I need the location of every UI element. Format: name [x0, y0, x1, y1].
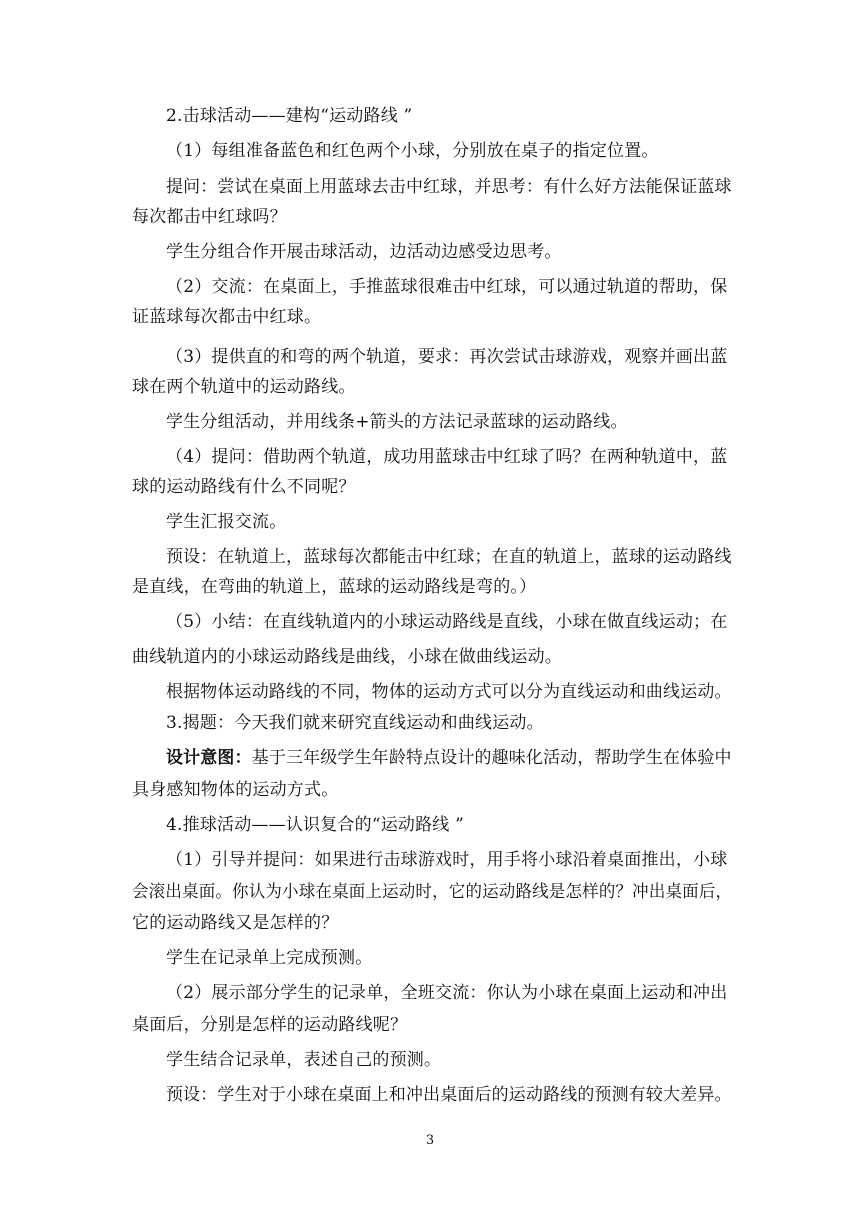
text-line: （5）小结：在直线轨道内的小球运动路线是直线，小球在做直线运动；在: [166, 612, 728, 632]
text-line: 学生在记录单上完成预测。: [166, 948, 373, 968]
text-line: 学生汇报交流。: [166, 512, 287, 532]
page-number: 3: [425, 1133, 435, 1148]
text-line: 是直线，在弯曲的轨道上，蓝球的运动路线是弯的。）: [132, 577, 537, 597]
design-intent-line: [166, 746, 732, 770]
text-line: 每次都击中红球吗？: [132, 207, 287, 227]
text-line: 桌面后，分别是怎样的运动路线呢？: [132, 1015, 408, 1035]
text-line: 证蓝球每次都击中红球。: [132, 307, 322, 327]
design-intent-label: 设计意图：: [166, 748, 252, 768]
text-line: 具身感知物体的运动方式。: [132, 780, 339, 800]
text-line: （4）提问：借助两个轨道，成功用蓝球击中红球了吗？在两种轨道中，蓝: [166, 447, 728, 467]
text-line: 它的运动路线又是怎样的？: [132, 913, 339, 933]
text-line: 2.击球活动——建构“运动路线 ”: [166, 106, 413, 126]
design-intent-text: 基于三年级学生年龄特点设计的趣味化活动，帮助学生在体验中: [251, 748, 732, 768]
text-line: （1）引导并提问：如果进行击球游戏时，用手将小球沿着桌面推出，小球: [166, 850, 728, 870]
text-line: 预设：学生对于小球在桌面上和冲出桌面后的运动路线的预测有较大差异。: [166, 1085, 732, 1105]
text-line: 会滚出桌面。你认为小球在桌面上运动时，它的运动路线是怎样的？冲出桌面后，: [132, 882, 733, 902]
text-line: 球在两个轨道中的运动路线。: [132, 377, 356, 397]
text-line: （2）交流：在桌面上，手推蓝球很难击中红球，可以通过轨道的帮助，保: [166, 277, 728, 297]
text-line: 学生分组活动，并用线条+箭头的方法记录蓝球的运动路线。: [166, 412, 628, 432]
text-line: 根据物体运动路线的不同，物体的运动方式可以分为直线运动和曲线运动。: [166, 682, 732, 702]
text-line: 3.揭题：今天我们就来研究直线运动和曲线运动。: [166, 713, 544, 733]
text-line: （2）展示部分学生的记录单，全班交流：你认为小球在桌面上运动和冲出: [166, 983, 728, 1003]
text-line: 提问：尝试在桌面上用蓝球去击中红球，并思考：有什么好方法能保证蓝球: [166, 177, 732, 197]
text-line: 4.推球活动——认识复合的“运动路线 ”: [166, 815, 465, 835]
text-line: 学生结合记录单，表述自己的预测。: [166, 1050, 442, 1070]
text-line: 预设：在轨道上，蓝球每次都能击中红球；在直的轨道上，蓝球的运动路线: [166, 547, 732, 567]
text-line: 学生分组合作开展击球活动，边活动边感受边思考。: [166, 242, 562, 262]
text-line: 曲线轨道内的小球运动路线是曲线，小球在做曲线运动。: [132, 647, 562, 667]
text-line: 球的运动路线有什么不同呢？: [132, 477, 356, 497]
text-line: （1）每组准备蓝色和红色两个小球，分别放在桌子的指定位置。: [166, 141, 659, 161]
text-line: （3）提供直的和弯的两个轨道，要求：再次尝试击球游戏，观察并画出蓝: [166, 347, 728, 367]
